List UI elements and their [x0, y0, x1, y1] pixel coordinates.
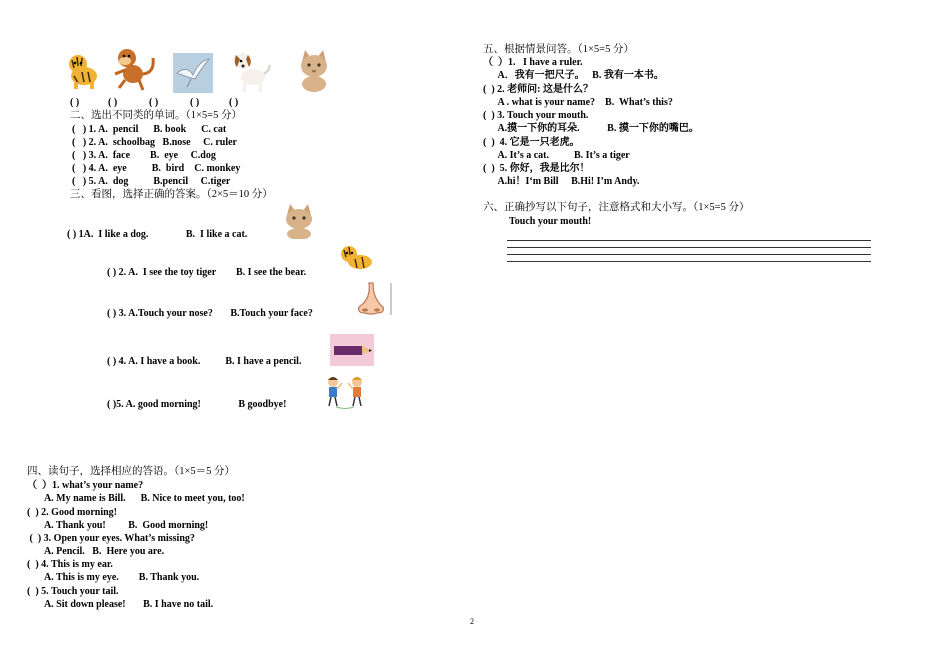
section5-options: A.摸一下你的耳朵. B. 摸一下你的嘴巴。 — [483, 123, 699, 134]
section2-heading: 二、选出不同类的单词。（1×5=5 分） — [70, 110, 242, 121]
section4-options: A. This is my eye. B. Thank you. — [27, 572, 200, 583]
picture-bracket[interactable]: ( ) — [108, 97, 118, 108]
section4-options: A. Pencil. B. Here you are. — [27, 546, 165, 557]
section4-question[interactable]: （ ）1. what’s your name? — [27, 480, 144, 491]
section5-question[interactable]: ( ) 4. 它是一只老虎。 — [483, 137, 580, 148]
section2-item[interactable]: ( ) 2. A. schoolbag B.nose C. ruler — [72, 137, 237, 148]
section5-question[interactable]: ( ) 2. 老师问: 这是什么？ — [483, 84, 593, 95]
section4-options: A. Sit down please! B. I have no tail. — [27, 599, 214, 610]
section3-item[interactable]: ( ) 3. A.Touch your nose? B.Touch your face? — [107, 308, 313, 319]
section3-item[interactable]: ( )5. A. good morning! B goodbye! — [107, 399, 287, 410]
bird-icon — [173, 53, 213, 93]
section4-options: A. My name is Bill. B. Nice to meet you, too! — [27, 493, 245, 504]
writing-line[interactable] — [507, 254, 871, 255]
section5-options: A．我有一把尺子。 B. 我有一本书。 — [483, 70, 664, 81]
section5-heading: 五、根据情景问答。（1×5=5 分） — [483, 44, 634, 55]
monkey-icon — [111, 44, 159, 92]
section4-options: A. Thank you! B. Good morning! — [27, 520, 209, 531]
picture-bracket[interactable]: ( ) — [70, 97, 80, 108]
page-number: 2 — [470, 617, 474, 626]
section6-heading: 六、正确抄写以下句子，注意格式和大小写。（1×5=5 分） — [483, 202, 750, 213]
section5-question[interactable]: （ ）1. I have a ruler. — [483, 57, 583, 68]
section5-options: A. It’s a cat. B. It’s a tiger — [483, 150, 630, 161]
section4-question[interactable]: ( ) 3. Open your eyes. What’s missing? — [27, 533, 195, 544]
section4-heading: 四、读句子，选择相应的答语。（1×5＝5 分） — [27, 466, 236, 477]
section3-heading: 三、看图，选择正确的答案。（2×5＝10 分） — [70, 189, 273, 200]
pencil-icon — [330, 334, 374, 366]
copy-sentence: Touch your mouth! — [509, 216, 592, 227]
picture-bracket[interactable]: ( ) — [190, 97, 200, 108]
children-waving-icon — [322, 374, 368, 410]
section5-options: A.hi！I‘m Bill B.Hi! I’m Andy. — [483, 176, 640, 187]
section2-item[interactable]: ( ) 3. A. face B. eye C.dog — [72, 150, 216, 161]
writing-line[interactable] — [507, 240, 871, 241]
dog-icon — [231, 47, 273, 93]
section2-item[interactable]: ( ) 4. A. eye B. bird C. monkey — [72, 163, 241, 174]
nose-icon — [349, 281, 393, 317]
section3-item[interactable]: ( ) 4. A. I have a book. B. I have a pencil. — [107, 356, 302, 367]
section5-question[interactable]: ( ) 3. Touch your mouth. — [483, 110, 589, 121]
tiger-icon — [339, 243, 375, 273]
picture-bracket[interactable]: ( ) — [149, 97, 159, 108]
section4-question[interactable]: ( ) 2. Good morning! — [27, 507, 117, 518]
tiger-icon — [64, 50, 102, 90]
section3-item[interactable]: ( ) 2. A. I see the toy tiger B. I see the bear. — [107, 267, 307, 278]
writing-line[interactable] — [507, 261, 871, 262]
section3-item[interactable]: ( ) 1A. I like a dog. B. I like a cat. — [67, 229, 248, 240]
picture-bracket[interactable]: ( ) — [229, 97, 239, 108]
section5-options: A . what is your name? B. What’s this? — [483, 97, 673, 108]
cat-icon — [296, 48, 332, 92]
cat-icon — [281, 203, 317, 239]
section2-item[interactable]: ( ) 5. A. dog B.pencil C.tiger — [72, 176, 231, 187]
section4-question[interactable]: ( ) 5. Touch your tail. — [27, 586, 119, 597]
section2-item[interactable]: ( ) 1. A. pencil B. book C. cat — [72, 124, 227, 135]
writing-line[interactable] — [507, 247, 871, 248]
section5-question[interactable]: ( ) 5. 你好，我是比尔！ — [483, 163, 590, 174]
section4-question[interactable]: ( ) 4. This is my ear. — [27, 559, 113, 570]
